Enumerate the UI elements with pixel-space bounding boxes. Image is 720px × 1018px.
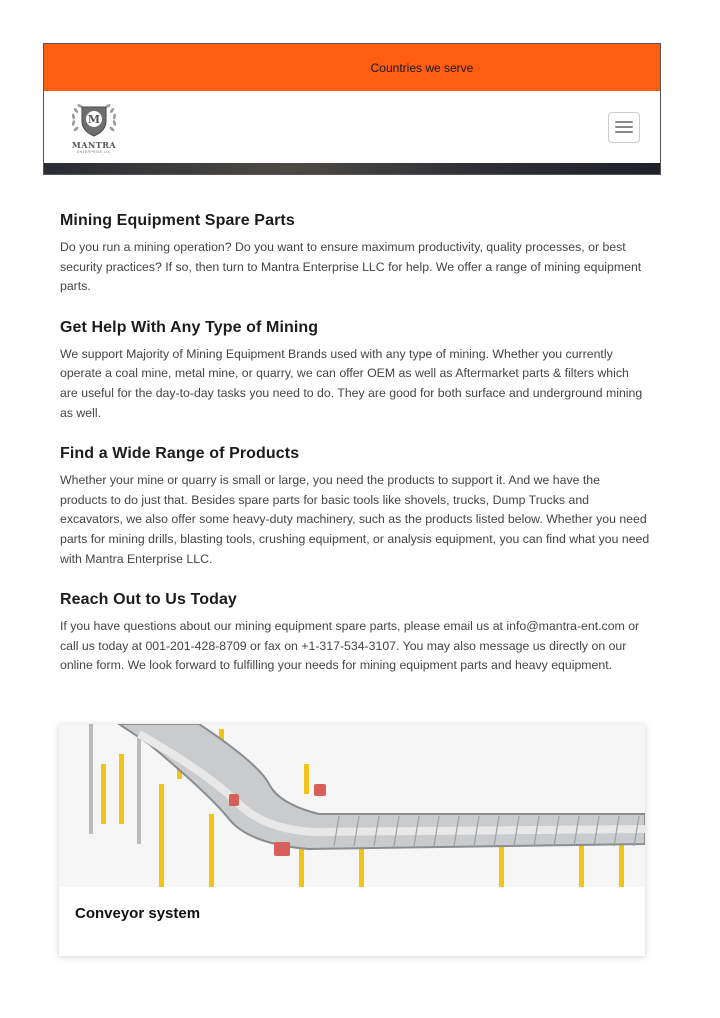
card-title: Conveyor system (75, 905, 201, 922)
section-heading: Get Help With Any Type of Mining (60, 318, 319, 336)
section-body: Do you run a mining operation? Do you want to ensure maximum productivity, quality processes, or best security practices? If so, then turn to Mantra Enterprise LLC for help. We offer a range of mining equipment parts. (60, 240, 642, 294)
section-spare-parts (60, 212, 650, 297)
section-wide-range (60, 445, 650, 569)
product-card-conveyor[interactable] (59, 724, 645, 956)
section-body: Whether your mine or quarry is small or large, you need the products to support it. And we have the products to do just that. Besides spare parts for basic tools like shovels, trucks, Dump Trucks and excavators, we also offer some heavy-duty machinery, such as the products listed below. Whether you need parts for mining drills, blasting tools, crushing equipment, or analysis equipment, you can find what you need with Mantra Enterprise LLC. (60, 473, 650, 566)
section-heading: Find a Wide Range of Products (60, 445, 300, 463)
site-header (43, 43, 661, 175)
hero-image-strip (44, 163, 660, 175)
logo-letter: M (87, 112, 101, 126)
shield-laurel-icon (68, 101, 120, 139)
logo-name: MANTRA (71, 139, 117, 150)
section-reach-out (60, 591, 650, 676)
countries-we-serve-link[interactable]: Countries we serve (370, 60, 474, 75)
section-body: If you have questions about our mining equipment spare parts, please email us at info@mantra-ent.com or call us today at 001-201-428-8709 or fax on +1-317-534-3107. You may also message us directly on our online form. We look forward to fulfilling your needs for mining equipment parts and heavy equipment. (60, 619, 640, 673)
section-body: We support Majority of Mining Equipment Brands used with any type of mining. Whether you currently operate a coal mine, metal mine, or quarry, we can offer OEM as well as Aftermarket parts & filters which are useful for the day-to-day tasks you need to do. They are good for both surface and underground mining as well. (60, 346, 643, 420)
section-any-type-mining (60, 319, 650, 423)
navbar (44, 91, 660, 163)
conveyor-image (59, 724, 645, 887)
section-heading: Mining Equipment Spare Parts (60, 212, 295, 229)
top-bar (44, 44, 660, 91)
section-heading: Reach Out to Us Today (60, 591, 237, 609)
hamburger-menu-icon[interactable] (608, 112, 640, 143)
logo-subtitle: ENTERPRISE LLC (77, 149, 111, 154)
site-logo[interactable] (66, 101, 122, 154)
main-content (60, 212, 650, 698)
